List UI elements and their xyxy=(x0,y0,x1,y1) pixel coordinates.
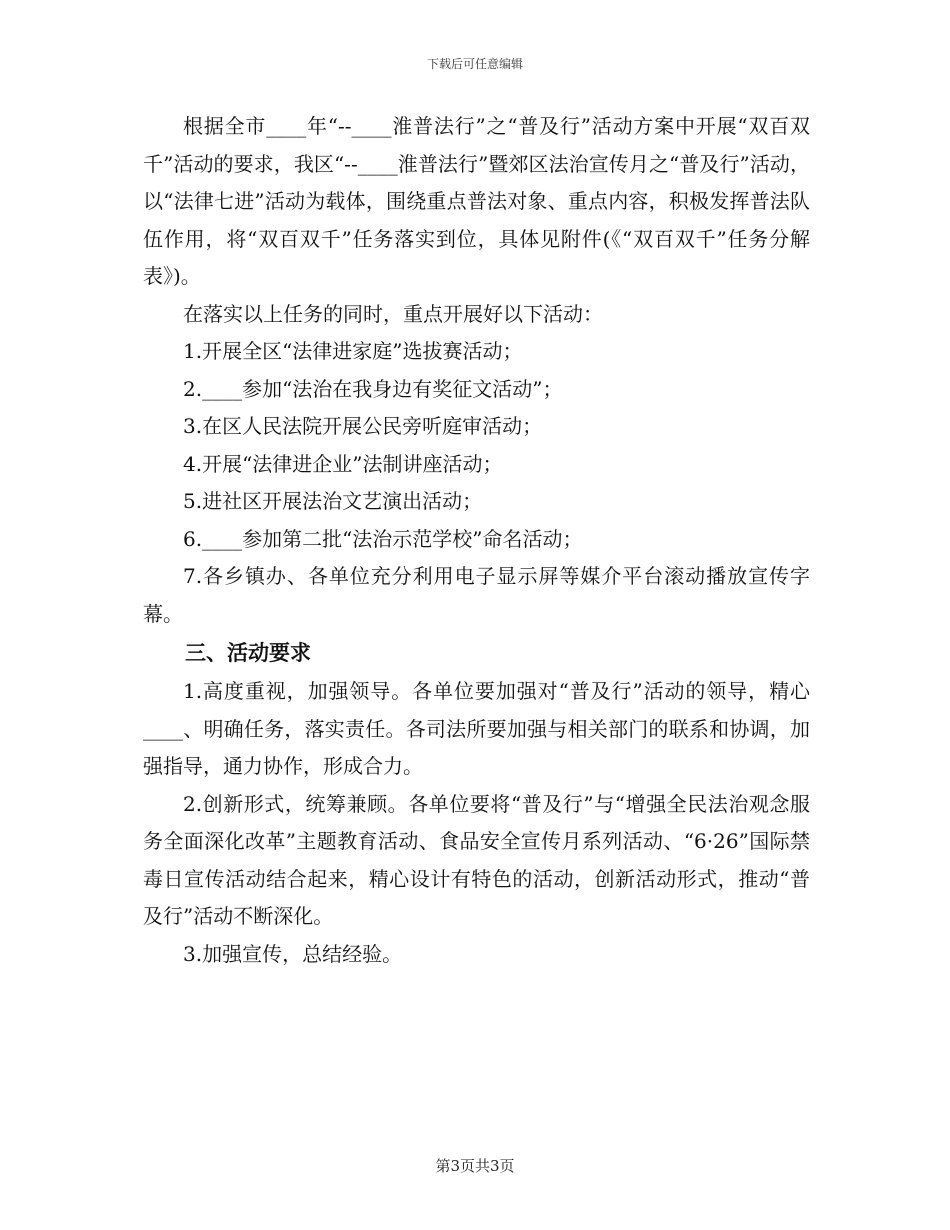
page-footer: 第3页共3页 xyxy=(435,1157,515,1175)
requirement-item: 1.高度重视，加强领导。各单位要加强对“普及行”活动的领导，精心____、明确任务，落实责任。各司法所要加强与相关部门的联系和协调，加强指导，通力协作，形成合力。 xyxy=(143,679,810,778)
requirement-item: 3.加强宣传，总结经验。 xyxy=(183,941,403,966)
activity-item: 5.进社区开展法治文艺演出活动； xyxy=(183,489,483,513)
section-heading: 三、活动要求 xyxy=(185,640,311,665)
activity-item: 7.各乡镇办、各单位充分利用电子显示屏等媒介平台滚动播放宣传字幕。 xyxy=(143,564,810,626)
document-body xyxy=(143,108,810,973)
activity-item: 6.____参加第二批“法治示范学校”命名活动； xyxy=(183,526,583,551)
requirement-item: 2.创新形式，统筹兼顾。各单位要将“普及行”与“增强全民法治观念服务全面深化改革”主题教育活动、食品安全宣传月系列活动、“6·26”国际禁毒日宣传活动结合起来，精心设计有特色的活动，创新活动形式，推动“普及行”活动不断深化。 xyxy=(143,791,810,928)
activity-item: 1.开展全区“法律进家庭”选拔赛活动； xyxy=(183,339,523,363)
page-header: 下载后可任意编辑 xyxy=(426,57,523,71)
intro-paragraph: 根据全市____年“--____淮普法行”之“普及行”活动方案中开展“双百双千”活动的要求，我区“--____淮普法行”暨郊区法治宣传月之“普及行”活动，以“法律七进”活动为载体，围绕重点普法对象、重点内容，积极发挥普法队伍作用，将“双百双千”任务落实到位，具体见附件(《“双百双千”任务分解表》)。 xyxy=(143,114,810,288)
activity-item: 2.____参加“法治在我身边有奖征文活动”； xyxy=(183,376,563,401)
lead-paragraph: 在落实以上任务的同时，重点开展好以下活动： xyxy=(183,301,603,326)
activity-item: 4.开展“法律进企业”法制讲座活动； xyxy=(183,451,503,476)
activity-item: 3.在区人民法院开展公民旁听庭审活动； xyxy=(183,414,543,438)
